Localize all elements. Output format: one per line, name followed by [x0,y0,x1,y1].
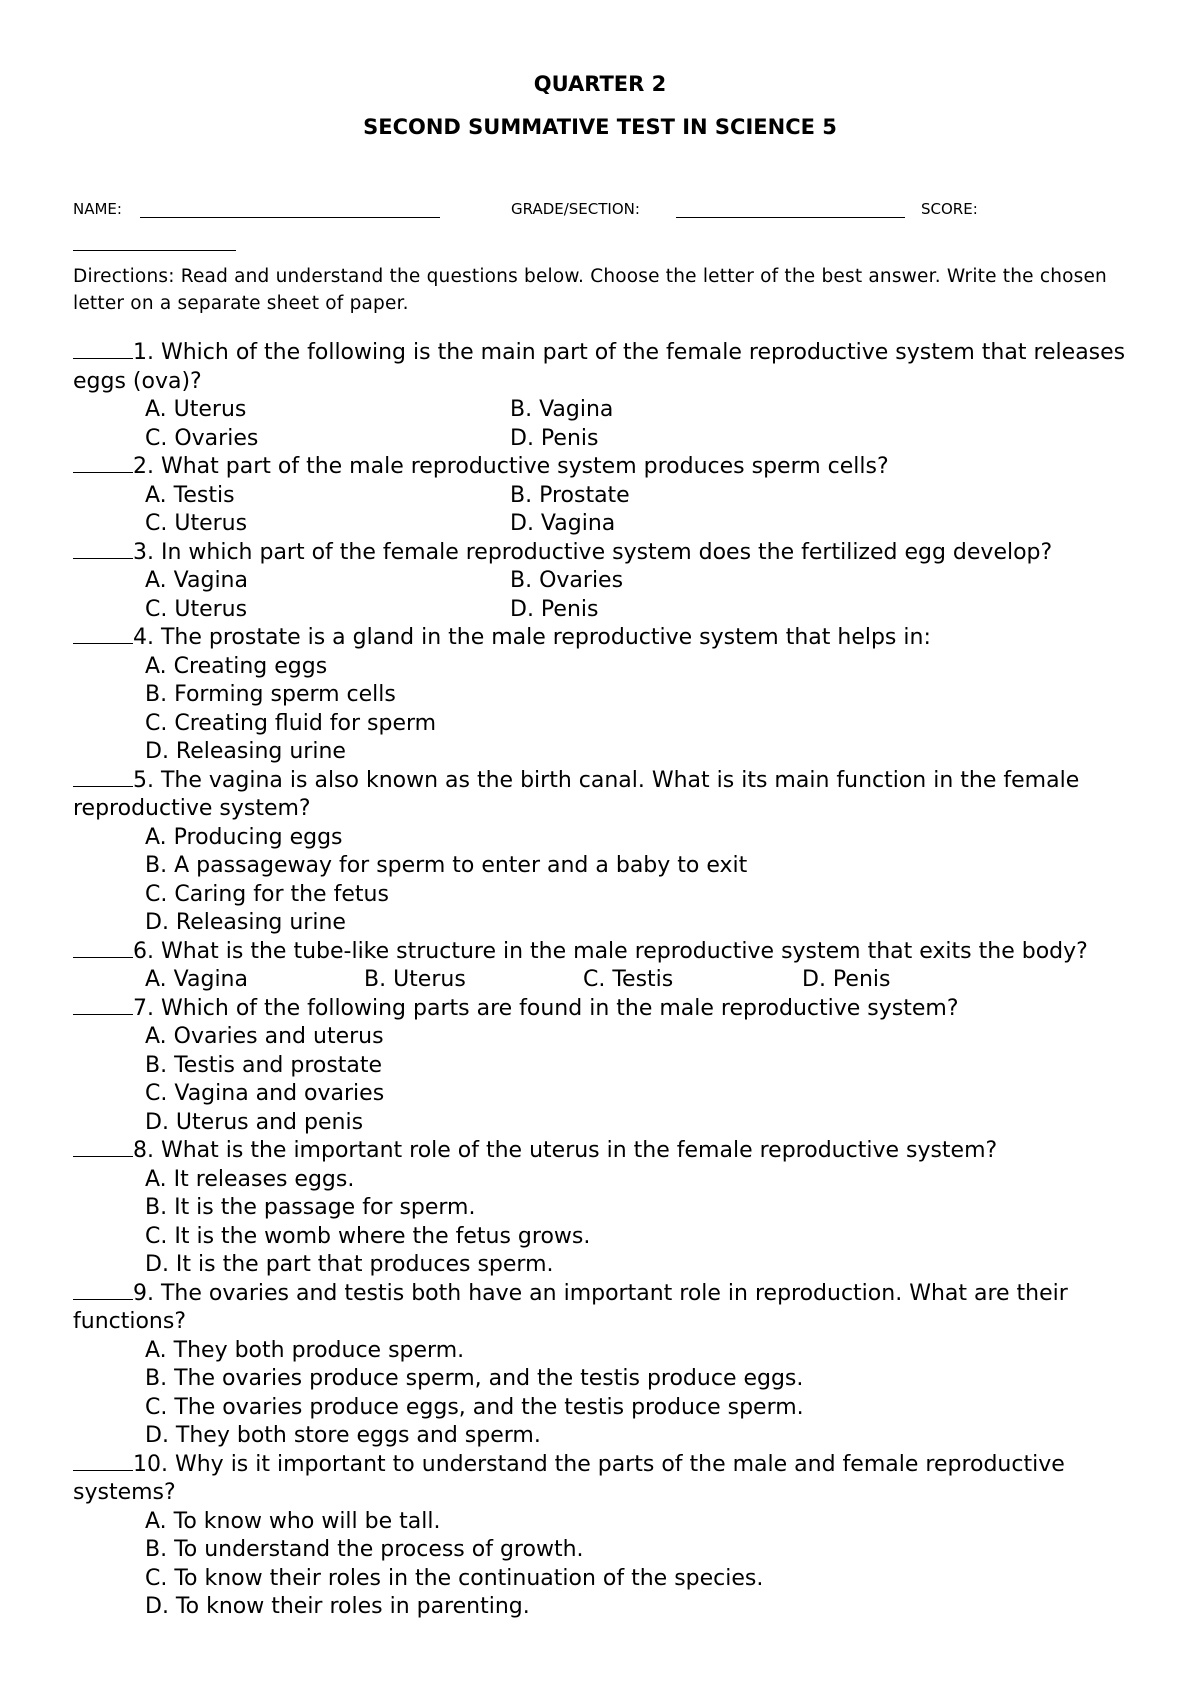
options-group [145,482,1133,539]
question-stem: 8. What is the important role of the uterus in the female reproductive system? [73,1137,1133,1166]
score-label: SCORE: [921,200,978,218]
option: A. Testis [145,482,235,508]
option: D. Uterus and penis [145,1109,364,1135]
option: C. The ovaries produce eggs, and the testis produce sperm. [145,1394,804,1420]
option: B. Forming sperm cells [145,682,396,707]
option: C. It is the womb where the fetus grows. [145,1223,591,1249]
option: B. Ovaries [510,568,624,593]
options-group [145,824,1133,938]
option: C. Ovaries [145,425,259,451]
question-3 [73,539,1133,625]
question-9 [73,1280,1133,1451]
answer-blank[interactable] [73,1451,133,1471]
question-stem: 10. Why is it important to understand the parts of the male and female reproductive systems? [73,1451,1065,1505]
answer-blank[interactable] [73,938,133,958]
options-group [145,567,1133,624]
question-4 [73,624,1133,767]
option: D. It is the part that produces sperm. [145,1252,554,1277]
option: B. It is the passage for sperm. [145,1195,476,1220]
option: B. Testis and prostate [145,1052,383,1078]
question-stem: 5. The vagina is also known as the birth canal. What is its main function in the female reproductive system? [73,767,1080,821]
answer-blank[interactable] [73,1280,133,1300]
options-group [145,396,1133,453]
question-stem: 3. In which part of the female reproductive system does the fertilized egg develop? [73,539,1133,568]
answer-blank[interactable] [73,995,133,1015]
options-group [145,653,1133,767]
option: B. A passageway for sperm to enter and a baby to exit [145,853,748,878]
option: B. The ovaries produce sperm, and the testis produce eggs. [145,1366,804,1391]
question-2 [73,453,1133,539]
question-stem: 2. What part of the male reproductive system produces sperm cells? [73,453,1133,482]
option: B. Uterus [364,967,466,992]
option: D. Penis [510,596,599,622]
option: B. To understand the process of growth. [145,1537,584,1562]
question-stem: 9. The ovaries and testis both have an important role in reproduction. What are their functions? [73,1280,1068,1334]
directions-text: Directions: Read and understand the questions below. Choose the letter of the best answer. Write the chosen letter on a separate sheet of paper. [73,266,1107,314]
options-group [145,1166,1133,1280]
answer-blank[interactable] [73,339,133,359]
option: D. They both store eggs and sperm. [145,1423,541,1448]
question-stem: 7. Which of the following parts are found in the male reproductive system? [73,995,1133,1024]
answer-blank[interactable] [73,539,133,559]
question-6 [73,938,1133,995]
question-10 [73,1451,1133,1622]
option: A. Ovaries and uterus [145,1024,384,1049]
option: C. Caring for the fetus [145,881,389,907]
name-label: NAME: [73,200,122,218]
question-7 [73,995,1133,1138]
option: C. To know their roles in the continuation of the species. [145,1565,764,1591]
option: D. To know their roles in parenting. [145,1594,530,1619]
options-group [145,1508,1133,1622]
option: A. Vagina [145,967,248,992]
option: C. Testis [583,967,674,992]
option: C. Uterus [145,511,248,536]
name-blank-line[interactable] [140,217,440,218]
grade-section-blank-line[interactable] [676,217,905,218]
question-5 [73,767,1133,938]
option: A. Creating eggs [145,653,328,679]
answer-blank[interactable] [73,1137,133,1157]
question-1 [73,339,1133,453]
option: A. To know who will be tall. [145,1508,441,1534]
options-group [145,1337,1133,1451]
option: C. Uterus [145,596,248,622]
option: D. Releasing urine [145,910,346,935]
option: D. Releasing urine [145,739,346,764]
question-stem: 1. Which of the following is the main part of the female reproductive system that releases eggs (ova)? [73,340,1126,394]
options-group [145,1023,1133,1137]
option: A. Producing eggs [145,824,343,850]
answer-blank[interactable] [73,767,133,787]
question-stem: 6. What is the tube-like structure in the male reproductive system that exits the body? [73,938,1133,967]
option: A. They both produce sperm. [145,1337,465,1363]
student-info-row [73,200,1133,222]
option: D. Penis [510,425,599,451]
option: B. Vagina [510,397,614,422]
option: C. Creating fluid for sperm [145,710,437,736]
score-blank-line[interactable] [73,250,236,251]
test-title: SECOND SUMMATIVE TEST IN SCIENCE 5 [363,115,837,139]
option: D. Penis [802,967,891,992]
answer-blank[interactable] [73,624,133,644]
option: A. Uterus [145,397,247,422]
question-list [73,339,1133,1622]
option: A. It releases eggs. [145,1166,355,1192]
option: A. Vagina [145,568,248,593]
answer-blank[interactable] [73,453,133,473]
grade-section-label: GRADE/SECTION: [511,200,640,218]
options-group [145,966,1133,995]
quarter-heading: QUARTER 2 [533,72,667,96]
option: C. Vagina and ovaries [145,1081,385,1106]
option: D. Vagina [510,511,616,536]
question-8 [73,1137,1133,1280]
option: B. Prostate [510,482,630,508]
question-stem: 4. The prostate is a gland in the male reproductive system that helps in: [73,624,1133,653]
